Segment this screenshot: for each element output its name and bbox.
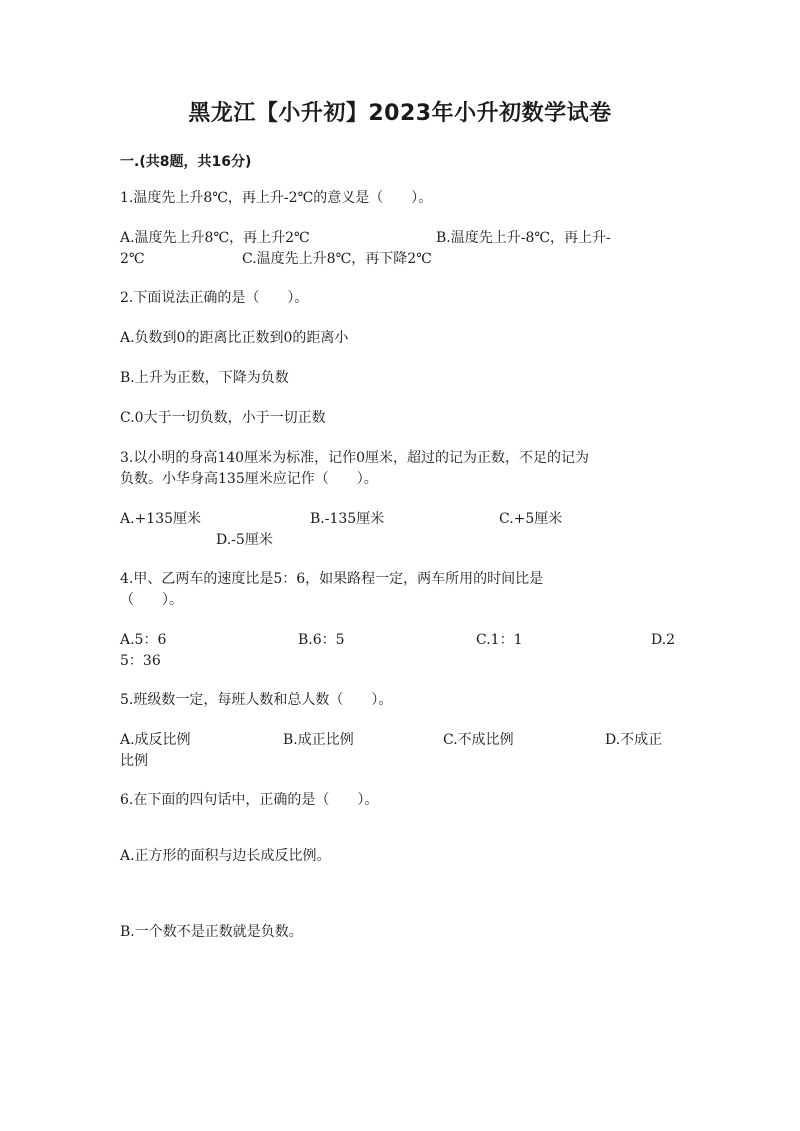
question-5-option-a[interactable]: A.成反比例 bbox=[120, 732, 191, 748]
question-1-option-a[interactable]: A.温度先上升8℃，再上升2℃ bbox=[120, 230, 310, 246]
question-3-stem-line2: 负数。小华身高135厘米应记作（ ）。 bbox=[120, 471, 378, 487]
question-3-stem-line1: 3.以小明的身高140厘米为标准，记作0厘米，超过的记为正数，不足的记为 bbox=[120, 450, 589, 466]
question-6-option-b[interactable]: B.一个数不是正数就是负数。 bbox=[120, 924, 303, 940]
question-1-stem: 1.温度先上升8℃，再上升-2℃的意义是（ ）。 bbox=[120, 190, 433, 206]
question-4-option-d-cont: 5：36 bbox=[120, 653, 161, 669]
question-4-stem-line1: 4.甲、乙两车的速度比是5：6，如果路程一定，两车所用的时间比是 bbox=[120, 571, 544, 587]
question-5-option-b[interactable]: B.成正比例 bbox=[283, 732, 354, 748]
question-6-option-a[interactable]: A.正方形的面积与边长成反比例。 bbox=[120, 848, 331, 864]
question-2-stem: 2.下面说法正确的是（ ）。 bbox=[120, 290, 309, 306]
question-1-option-c[interactable]: C.温度先上升8℃，再下降2℃ bbox=[242, 251, 432, 267]
question-1-option-b-cont: 2℃ bbox=[120, 251, 145, 267]
question-3-option-b[interactable]: B.-135厘米 bbox=[310, 511, 385, 527]
question-2-option-a[interactable]: A.负数到0的距离比正数到0的距离小 bbox=[120, 330, 349, 346]
question-4-option-c[interactable]: C.1：1 bbox=[476, 632, 523, 648]
question-5-option-c[interactable]: C.不成比例 bbox=[443, 732, 514, 748]
question-5-stem: 5.班级数一定，每班人数和总人数（ ）。 bbox=[120, 692, 393, 708]
question-3-option-d[interactable]: D.-5厘米 bbox=[216, 532, 273, 548]
section-heading: 一.(共8题，共16分) bbox=[120, 154, 252, 170]
question-5-option-d-cont: 比例 bbox=[120, 753, 148, 769]
question-4-option-d[interactable]: D.2 bbox=[651, 632, 676, 648]
question-3-option-a[interactable]: A.+135厘米 bbox=[120, 511, 202, 527]
question-2-option-b[interactable]: B.上升为正数，下降为负数 bbox=[120, 370, 289, 386]
question-6-stem: 6.在下面的四句话中，正确的是（ ）。 bbox=[120, 792, 379, 808]
question-4-stem-line2: （ ）。 bbox=[120, 592, 183, 608]
question-5-option-d[interactable]: D.不成正 bbox=[605, 732, 663, 748]
question-4-option-b[interactable]: B.6：5 bbox=[298, 632, 345, 648]
exam-title: 黑龙江【小升初】2023年小升初数学试卷 bbox=[188, 101, 612, 126]
question-1-option-b[interactable]: B.温度先上升-8℃，再上升- bbox=[436, 230, 611, 246]
question-3-option-c[interactable]: C.+5厘米 bbox=[499, 511, 563, 527]
question-4-option-a[interactable]: A.5：6 bbox=[120, 632, 167, 648]
question-2-option-c[interactable]: C.0大于一切负数，小于一切正数 bbox=[120, 410, 326, 426]
